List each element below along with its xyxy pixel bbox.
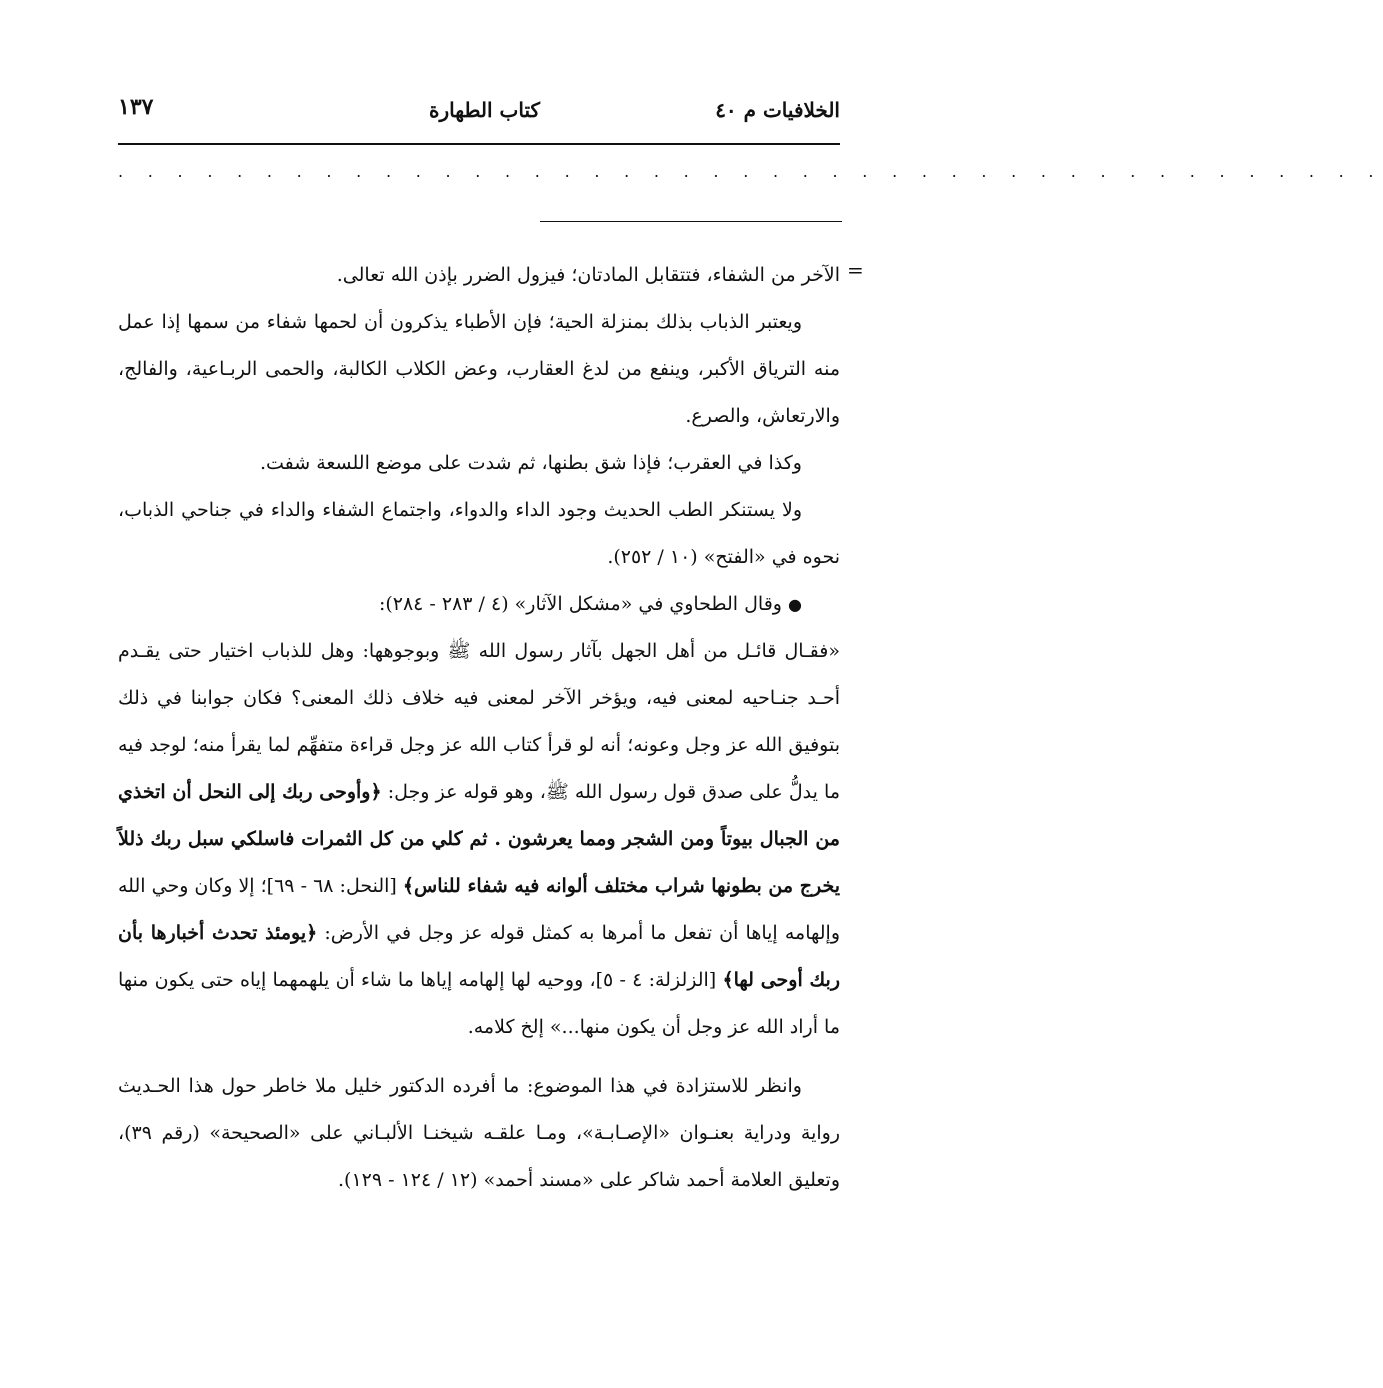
tahawi-citation: وقال الطحاوي في «مشكل الآثار» (٤ / ٢٨٣ - ٢٨٤): xyxy=(378,593,782,615)
paragraph-tahawi-quote xyxy=(118,628,840,1051)
quran-verse-earth: ﴿يومئذ تحدث أخبارها بأن ربك أوحى لها﴾ xyxy=(118,922,841,991)
quran-verse-bees: ﴿وأوحى ربك إلى النحل أن اتخذي من الجبال بيوتاً ومن الشجر ومما يعرشون . ثم كلي من كل الثمرات فاسلكي سبل ربك ذللاً يخرج من بطونها شراب مختلف ألوانه فيه شفاء للناس﴾ xyxy=(118,781,841,897)
paragraph-tahawi-intro xyxy=(118,581,840,628)
paragraph-fly-snake: ويعتبر الذباب بذلك بمنزلة الحية؛ فإن الأطباء يذكرون أن لحمها شفاء من سمها إذا عمل منه الترياق الأكبر، وينفع من لدغ العقارب، وعض الكلاب الكالبة، والحمى الربـاعية، والفالج، والارتعاش، والصرع. xyxy=(118,311,840,427)
paragraph-further-reading: وانظر للاستزادة في هذا الموضوع: ما أفرده الدكتور خليل ملا خاطر حول هذا الحـديث رواية ودراية بعنـوان «الإصـابـة»، ومـا علقـه شيخنـا الألبـاني على «الصحيحة» (رقم ٣٩)، وتعليق العلامة أحمد شاكر على «مسند أحمد» (١٢ / ١٢٤ - ١٢٩). xyxy=(118,1075,840,1191)
header-rule xyxy=(118,143,840,145)
paragraph-continuation: الآخر من الشفاء، فتتقابل المادتان؛ فيزول الضرر بإذن الله تعالى. xyxy=(336,264,840,286)
book-section-title: كتاب الطهارة xyxy=(429,98,540,122)
quote-part-2: [النحل: ٦٨ - ٦٩]؛ إلا وكان وحي الله وإلهامه إياها أن تفعل ما أمرها به كمثل قوله عز وجل في الأرض: xyxy=(118,875,841,944)
paragraph-gap xyxy=(118,1051,840,1063)
page-number: ١٣٧ xyxy=(118,94,154,120)
quote-part-3: [الزلزلة: ٤ - ٥]، ووحيه لها إلهامه إياها ما شاء أن يلهمهما إياه حتى يكون منها ما أراد الله عز وجل أن يكون منها...» إلخ كلامه. xyxy=(118,969,840,1038)
quote-part-1: «فقـال قائـل من أهل الجهل بآثار رسول الله ﷺ وبوجوهها: وهل للذباب اختيار حتى يقـدم أحـد جنـاحيه لمعنى فيه، ويؤخر الآخر لمعنى فيه خلاف ذلك المعنى؟ فكان جوابنا في ذلك بتوفيق الله عز وجل وعونه؛ أنه لو قرأ كتاب الله عز وجل قراءة متفهِّم لما يقرأ منه؛ لوجد فيه ما يدلُّ على صدق قول رسول الله ﷺ، وهو قوله عز وجل: xyxy=(118,640,840,803)
continuation-mark: = xyxy=(847,258,864,282)
running-header xyxy=(118,94,840,134)
chapter-reference: الخلافيات م ٤٠ xyxy=(715,98,840,122)
ellipsis-dot-row: . . . . . . . . . . . . . . . . . . . . . . . . . . . . . . . . . . . . . . . . . . . xyxy=(118,162,1383,181)
footnote-separator xyxy=(540,221,842,222)
bullet-icon: ● xyxy=(788,595,802,614)
paragraph-modern-medicine: ولا يستنكر الطب الحديث وجود الداء والدواء، واجتماع الشفاء والداء في جناحي الذباب، نحوه في «الفتح» (١٠ / ٢٥٢). xyxy=(118,499,840,568)
paragraph-scorpion: وكذا في العقرب؛ فإذا شق بطنها، ثم شدت على موضع اللسعة شفت. xyxy=(259,452,802,474)
footnote-body xyxy=(118,252,840,1204)
